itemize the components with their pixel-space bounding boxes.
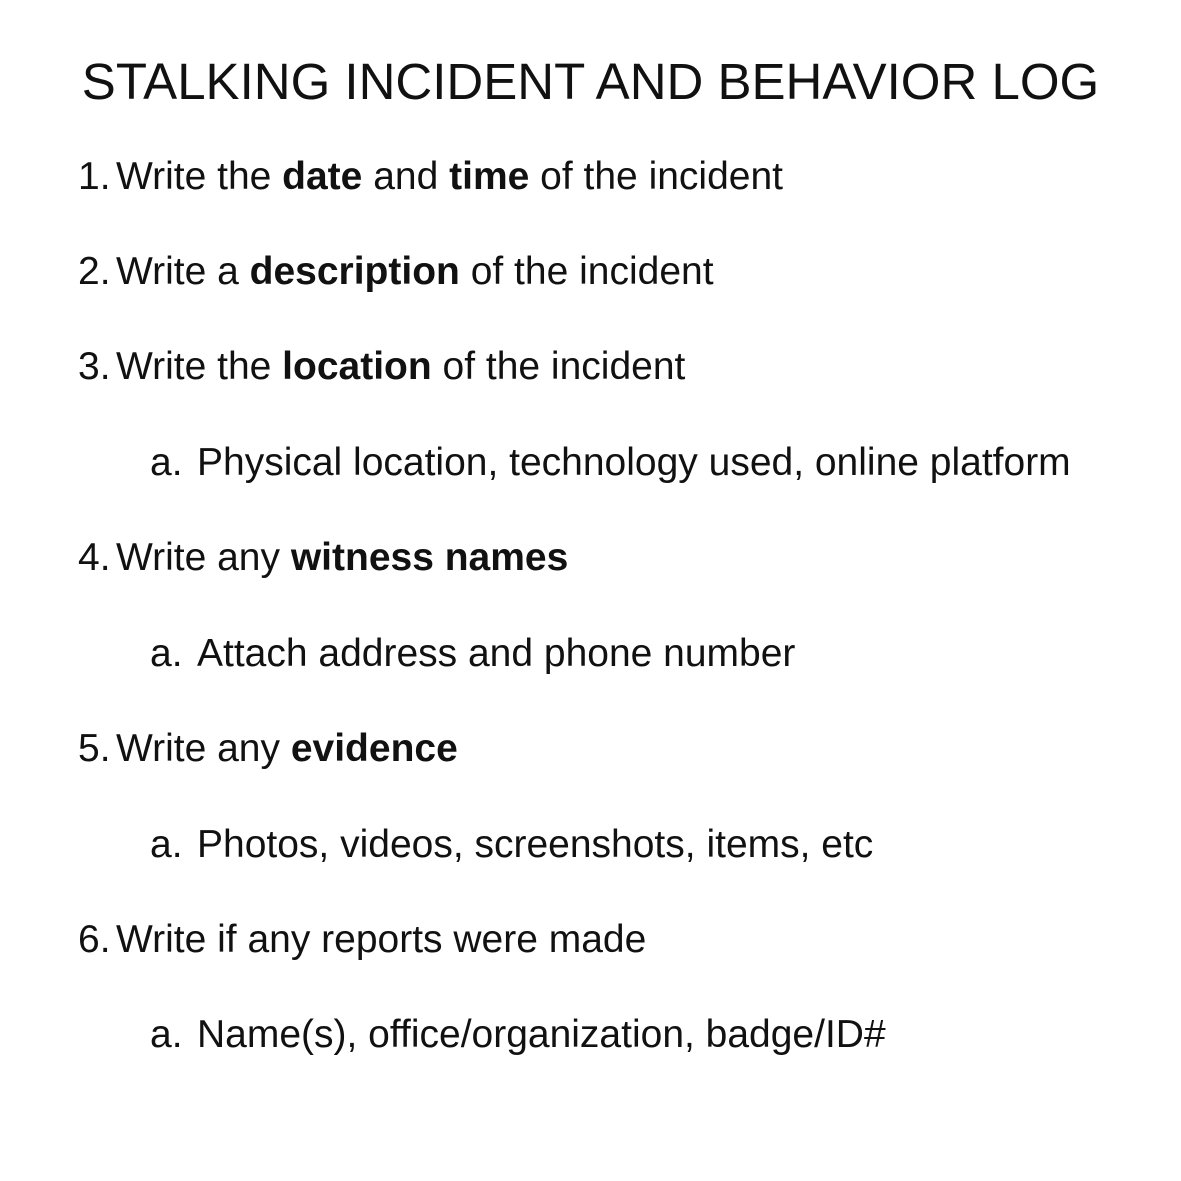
emphasis-witness-names: witness names (290, 536, 569, 579)
sub-item-text: Name(s), office/organization, badge/ID# (197, 1013, 886, 1056)
list-item-text: Write a description of the incident (116, 250, 714, 293)
emphasis-location: location (282, 345, 432, 388)
list-item-number: 5. (78, 727, 111, 770)
list-item-number: 6. (78, 918, 111, 961)
list-item-number: 2. (78, 250, 111, 293)
sub-item-marker: a. (150, 441, 183, 484)
sub-item-text: Physical location, technology used, online platform (197, 441, 1071, 484)
sub-item-marker: a. (150, 1013, 183, 1056)
list-item-text: Write any evidence (116, 727, 458, 770)
emphasis-time: time (449, 155, 530, 198)
emphasis-date: date (282, 155, 363, 198)
list-item-text: Write the location of the incident (116, 345, 686, 388)
sub-item-text: Photos, videos, screenshots, items, etc (197, 823, 874, 866)
list-item-text: Write any witness names (116, 536, 569, 579)
document-title: STALKING INCIDENT AND BEHAVIOR LOG (81, 53, 1100, 110)
list-item-text: Write if any reports were made (116, 918, 647, 961)
list-item-number: 3. (78, 345, 111, 388)
list-item-number: 4. (78, 536, 111, 579)
sub-item-marker: a. (150, 823, 183, 866)
list-item-number: 1. (78, 155, 111, 198)
emphasis-description: description (249, 250, 460, 293)
sub-item-text: Attach address and phone number (197, 632, 796, 675)
sub-item-marker: a. (150, 632, 183, 675)
list-item-text: Write the date and time of the incident (116, 155, 783, 198)
emphasis-evidence: evidence (290, 727, 458, 770)
